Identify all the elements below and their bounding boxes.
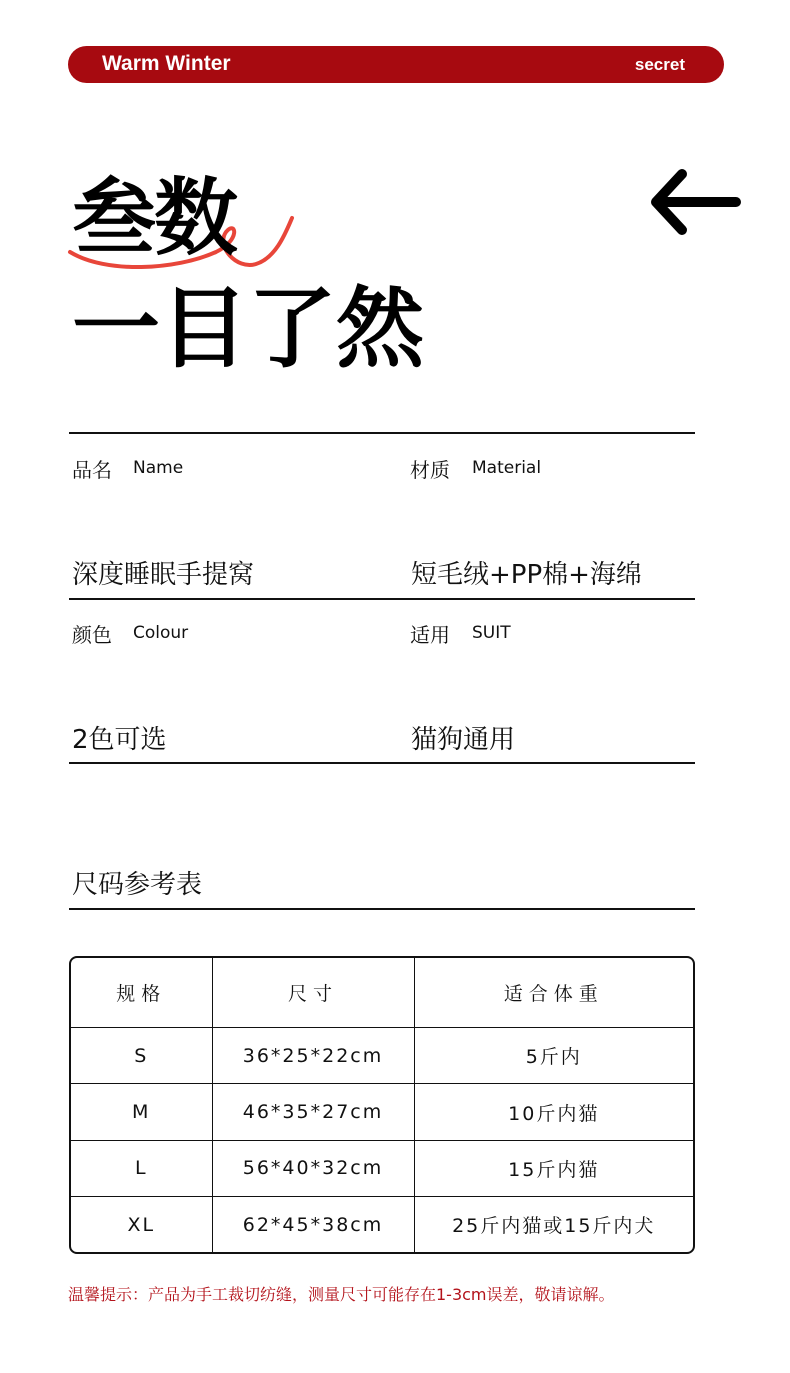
size-cell: XL: [71, 1197, 212, 1252]
table-header-row: [71, 958, 693, 1028]
spec-label-name-en: Name: [133, 458, 184, 478]
spec-value-suit: 猫狗通用: [411, 725, 516, 755]
size-chart-heading: 尺码参考表: [72, 870, 203, 900]
spec-label-colour-cn: 颜色: [72, 623, 112, 647]
divider: [69, 762, 695, 764]
disclaimer-notice: 温馨提示：产品为手工裁切纺缝，测量尺寸可能存在1-3cm误差，敬请谅解。: [68, 1285, 615, 1304]
spec-value-name: 深度睡眠手提窝: [72, 560, 255, 590]
table-row: [71, 1084, 693, 1140]
spec-label-suit-cn: 适用: [410, 623, 450, 647]
size-cell: S: [71, 1028, 212, 1084]
table-row: [71, 1028, 693, 1084]
table-row: [71, 1140, 693, 1196]
left-arrow-icon: [648, 166, 742, 238]
weight-cell: 10斤内猫: [414, 1084, 693, 1140]
header-banner: [68, 46, 724, 83]
column-header: 规格: [71, 958, 212, 1028]
dimension-cell: 56*40*32cm: [212, 1140, 414, 1196]
spec-label-material-en: Material: [472, 458, 542, 478]
spec-label-name-cn: 品名: [72, 458, 112, 482]
spec-label-suit-en: SUIT: [472, 623, 511, 643]
spec-value-colour: 2色可选: [72, 725, 167, 755]
size-cell: L: [71, 1140, 212, 1196]
dimension-cell: 36*25*22cm: [212, 1028, 414, 1084]
spec-label-colour-en: Colour: [133, 623, 189, 643]
weight-cell: 25斤内猫或15斤内犬: [414, 1197, 693, 1252]
size-table: [69, 956, 695, 1254]
column-header: 尺寸: [212, 958, 414, 1028]
dimension-cell: 62*45*38cm: [212, 1197, 414, 1252]
divider: [69, 908, 695, 910]
page-title-line-2: 一目了然: [72, 277, 425, 380]
table-row: [71, 1197, 693, 1252]
page-title-line-1: 叁数: [72, 169, 237, 267]
column-header: 适合体重: [414, 958, 693, 1028]
weight-cell: 5斤内: [414, 1028, 693, 1084]
divider: [69, 598, 695, 600]
dimension-cell: 46*35*27cm: [212, 1084, 414, 1140]
divider: [69, 432, 695, 434]
size-cell: M: [71, 1084, 212, 1140]
banner-title: Warm Winter: [102, 52, 231, 75]
spec-value-material: 短毛绒+PP棉+海绵: [411, 560, 642, 590]
weight-cell: 15斤内猫: [414, 1140, 693, 1196]
banner-tagline: secret: [634, 55, 685, 74]
spec-label-material-cn: 材质: [410, 458, 450, 482]
